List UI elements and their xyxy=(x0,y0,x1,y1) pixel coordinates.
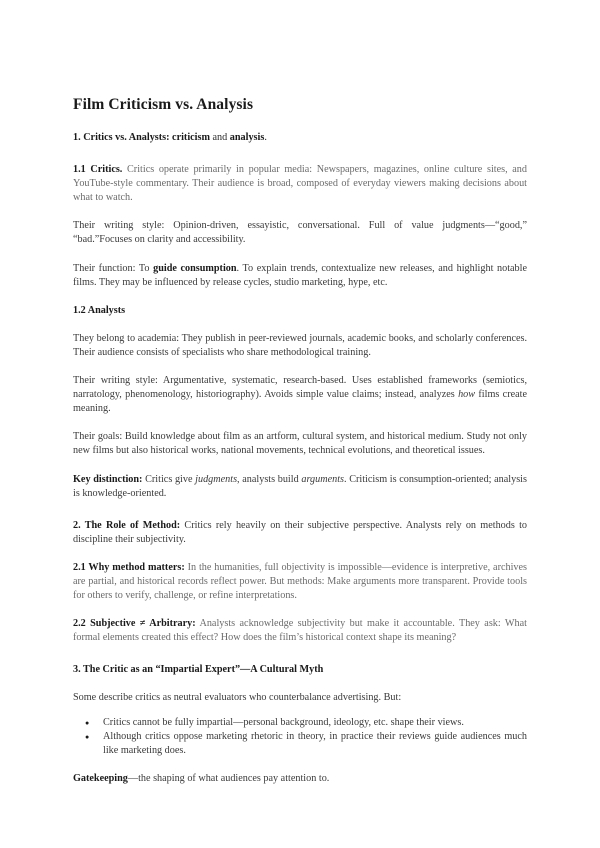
section-1-1-text: Critics operate primarily in popular media: Newspapers, magazines, online culture sites, and YouTube-style commentary. Their audience is broad, composed of everyday viewers making decisions about what to watch. xyxy=(73,164,527,204)
gatekeeping-text: —the shaping of what audiences pay attention to. xyxy=(127,772,330,784)
section-2-1-text: In the humanities, full objectivity is impossible—evidence is interpretive, archives are partial, and historical records reflect power. But methods: Make arguments more transparent. Provide tools for others to verify, challenge, or refine interpretations. xyxy=(73,561,527,602)
section-2-text: Critics rely heavily on their subjective perspective. Analysts rely on methods to discipline their subjectivity. xyxy=(73,519,528,545)
section-1-number: 1. Critics vs. Analysts: xyxy=(73,132,170,143)
section-1-heading xyxy=(73,131,527,145)
section-3-intro: Some describe critics as neutral evaluators who counterbalance advertising. But: xyxy=(73,692,402,704)
critics-writing-style: Their writing style: Opinion-driven, essayistic, conversational. Full of value judgments—“good,” “bad.”Focuses on clarity and accessibility. xyxy=(73,220,527,246)
section-1-criticism: criticism xyxy=(172,132,210,143)
critics-function xyxy=(73,262,527,290)
analysts-style-post: films create meaning. xyxy=(73,389,527,415)
section-2-1-label: 2.1 Why method matters: xyxy=(73,561,185,573)
section-1-1-critics xyxy=(73,163,527,205)
document-page xyxy=(73,96,527,786)
section-2-2 xyxy=(73,617,527,645)
list-item: ● Although critics oppose marketing rhetoric in theory, in practice their reviews guide audiences much like marketing does. xyxy=(73,730,527,758)
key-distinction-label: Key distinction: xyxy=(73,473,143,485)
gatekeeping xyxy=(73,772,527,786)
section-1-analysis: analysis xyxy=(229,132,265,143)
analysts-style-pre: Their writing style: Argumentative, systematic, research-based. Uses established frameworks (semiotics, narratology, phenomenology, historiography). Avoids simple value claims; instead, analyzes xyxy=(73,375,527,401)
gatekeeping-label: Gatekeeping xyxy=(73,772,128,784)
analysts-academia: They belong to academia: They publish in peer-reviewed journals, academic books, and scholarly conferences. Their audience consists of specialists who share methodological training. xyxy=(73,332,527,358)
section-1-period: . xyxy=(264,132,267,143)
key-arguments: arguments xyxy=(301,473,344,485)
section-2-role-of-method xyxy=(73,519,527,547)
section-1-and: and xyxy=(209,132,230,143)
key-c: . Criticism is consumption-oriented; analysis is knowledge-oriented. xyxy=(73,473,527,499)
analysts-writing-style xyxy=(73,374,527,416)
analysts-goals: Their goals: Build knowledge about film as an artform, cultural system, and historical medium. Study not only new films but also historical works, national movements, technical evolutions, and theoretical issues. xyxy=(73,431,527,457)
section-1-1-label: 1.1 Critics. xyxy=(73,164,123,176)
key-b: , analysts build xyxy=(237,473,302,485)
section-3-bullet-list xyxy=(73,716,527,758)
section-3-heading: 3. The Critic as an “Impartial Expert”—A Cultural Myth xyxy=(73,664,324,676)
critics-function-pre: Their function: To xyxy=(73,262,154,274)
key-distinction xyxy=(73,473,527,501)
critics-function-post: . To explain trends, contextualize new releases, and highlight notable films. They may be influenced by release cycles, studio marketing, hype, etc. xyxy=(73,262,527,288)
analysts-style-em: how xyxy=(458,389,476,401)
critics-function-bold: guide consumption xyxy=(153,262,237,274)
section-2-2-label: 2.2 Subjective ≠ Arbitrary: xyxy=(73,618,196,630)
section-2-1 xyxy=(73,561,527,603)
section-2-label: 2. The Role of Method: xyxy=(73,519,181,531)
key-judgments: judgments xyxy=(195,473,238,485)
section-1-2-heading: 1.2 Analysts xyxy=(73,304,126,316)
list-item: ● Critics cannot be fully impartial—personal background, ideology, etc. shape their views. xyxy=(73,716,527,730)
section-2-2-text: Analysts acknowledge subjectivity but make it accountable. They ask: What formal elements created this effect? How does the film’s historical context shape its meaning? xyxy=(73,618,527,644)
key-a: Critics give xyxy=(142,473,196,485)
document-title: Film Criticism vs. Analysis xyxy=(73,96,254,113)
